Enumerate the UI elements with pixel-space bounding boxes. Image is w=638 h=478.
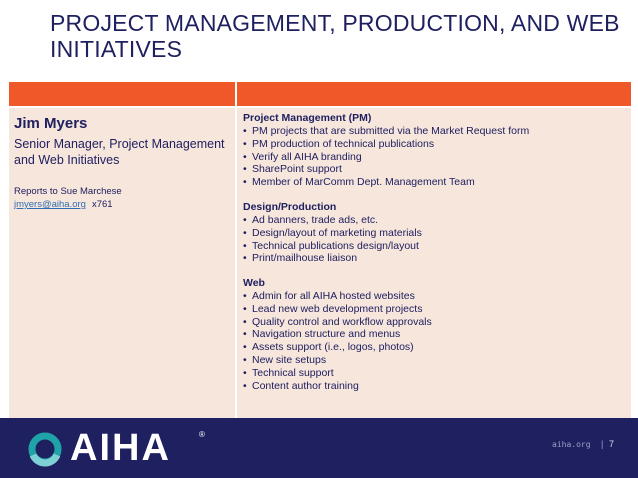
email-link[interactable]: jmyers@aiha.org	[14, 199, 86, 210]
section-project-management	[243, 112, 628, 189]
registered-mark: ®	[199, 430, 205, 439]
contact-line	[14, 199, 113, 210]
bullet-icon: •	[243, 214, 247, 226]
bullet-icon: •	[243, 137, 247, 150]
content-table	[9, 82, 631, 418]
list-item: • Navigation structure and menus	[243, 328, 401, 341]
list-item: • Print/mailhouse liaison	[243, 252, 358, 265]
section-web	[243, 277, 628, 392]
section-heading: Project Management (PM)	[243, 112, 372, 124]
list-item: • Ad banners, trade ads, etc.	[243, 214, 379, 226]
list-item: • Admin for all AIHA hosted websites	[243, 290, 415, 302]
bullet-icon: •	[243, 379, 247, 392]
bullet-icon: •	[243, 125, 247, 137]
list-item: • Assets support (i.e., logos, photos)	[243, 341, 414, 354]
aiha-ring-logo-icon	[25, 429, 65, 469]
bullet-icon: •	[243, 226, 247, 239]
table-header-cell-right	[237, 82, 631, 106]
list-item: • Quality control and workflow approvals	[243, 315, 432, 328]
list-item: • PM production of technical publications	[243, 137, 435, 150]
list-item: • Technical support	[243, 366, 334, 379]
list-item: • Design/layout of marketing materials	[243, 226, 422, 239]
bullet-icon: •	[243, 315, 247, 328]
person-name: Jim Myers	[14, 115, 88, 132]
site-url: aiha.org	[552, 440, 591, 449]
bullet-icon: •	[243, 328, 247, 341]
section-heading: Web	[243, 277, 265, 289]
logo-wordmark: AIHA	[70, 427, 171, 469]
list-item: • SharePoint support	[243, 163, 342, 176]
bullet-icon: •	[243, 176, 247, 189]
footer-bar	[0, 418, 638, 478]
footer-separator: |	[601, 439, 604, 449]
person-title: Senior Manager, Project Management and Web Initiatives	[14, 137, 225, 167]
list-item: • PM projects that are submitted via the Market Request form	[243, 125, 530, 137]
bullet-icon: •	[243, 150, 247, 163]
list-item: • New site setups	[243, 353, 327, 366]
bullet-icon: •	[243, 353, 247, 366]
table-header-cell-left	[9, 82, 235, 106]
section-heading: Design/Production	[243, 201, 337, 213]
list-item: • Member of MarComm Dept. Management Team	[243, 176, 475, 189]
bullet-icon: •	[243, 366, 247, 379]
bullet-icon: •	[243, 290, 247, 302]
bullet-icon: •	[243, 302, 247, 315]
responsibilities-cell	[237, 108, 631, 418]
list-item: • Verify all AIHA branding	[243, 150, 362, 163]
list-item: • Content author training	[243, 379, 359, 392]
aiha-logo[interactable]	[25, 427, 215, 469]
bullet-icon: •	[243, 252, 247, 265]
phone-extension: x761	[91, 199, 113, 210]
bullet-icon: •	[243, 341, 247, 354]
list-item: • Lead new web development projects	[243, 302, 423, 315]
slide-title: PROJECT MANAGEMENT, PRODUCTION, AND WEB INITIATIVES	[50, 10, 620, 62]
page-number: 7	[609, 439, 615, 449]
table-header-row	[9, 82, 631, 106]
bullet-icon: •	[243, 239, 247, 252]
list-item: • Technical publications design/layout	[243, 239, 419, 252]
reports-to: Reports to Sue Marchese	[14, 186, 122, 197]
section-design-production	[243, 201, 628, 265]
bullet-icon: •	[243, 163, 247, 176]
person-cell	[9, 108, 235, 418]
